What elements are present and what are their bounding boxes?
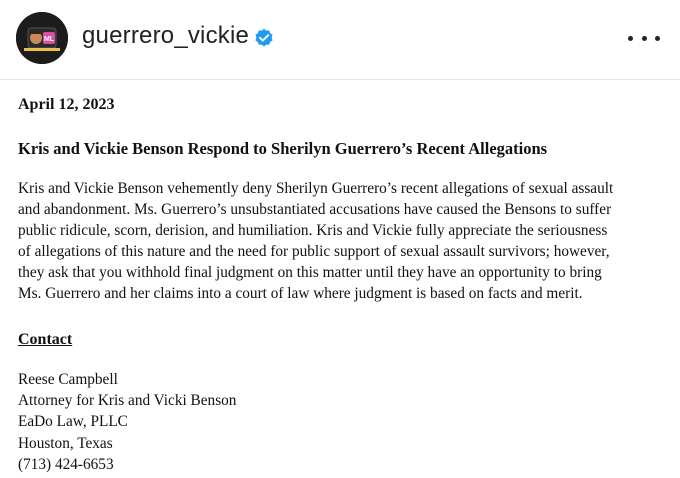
profile-avatar[interactable] (16, 12, 68, 64)
contact-phone: (713) 424-6653 (18, 455, 114, 473)
body-line: and abandonment. Ms. Guerrero’s unsubstantiated accusations have caused the Bensons to suffer (18, 201, 612, 218)
contact-block (18, 369, 236, 475)
more-dot (642, 36, 647, 41)
avatar-image (16, 12, 68, 64)
body-line: they ask that you withhold final judgment on this matter until they have an opportunity to bring (18, 264, 602, 281)
document-headline: Kris and Vickie Benson Respond to Sherilyn Guerrero’s Recent Allegations (18, 139, 548, 158)
document-body (18, 178, 666, 304)
username[interactable]: guerrero_vickie (82, 22, 250, 49)
body-line: Kris and Vickie Benson vehemently deny Sherilyn Guerrero’s recent allegations of sexual assault (18, 180, 614, 197)
body-line: public ridicule, scorn, derision, and humiliation. Kris and Vickie fully appreciate the seriousness (18, 222, 608, 239)
more-options-icon[interactable] (628, 28, 660, 48)
body-line: of allegations of this nature and the need for public support of sexual assault survivors; however, (18, 243, 610, 260)
contact-heading: Contact (18, 331, 73, 348)
contact-title: Attorney for Kris and Vicki Benson (18, 392, 237, 410)
more-dot (655, 36, 660, 41)
contact-location: Houston, Texas (18, 434, 113, 452)
verified-badge-icon (254, 28, 274, 48)
contact-firm: EaDo Law, PLLC (18, 413, 128, 431)
post-header (0, 0, 680, 80)
document-date: April 12, 2023 (18, 96, 115, 113)
more-dot (628, 36, 633, 41)
contact-name: Reese Campbell (18, 371, 118, 388)
svg-text:ML: ML (43, 36, 55, 43)
body-line: Ms. Guerrero and her claims into a court of law where judgment is based on facts and merit. (18, 285, 583, 302)
